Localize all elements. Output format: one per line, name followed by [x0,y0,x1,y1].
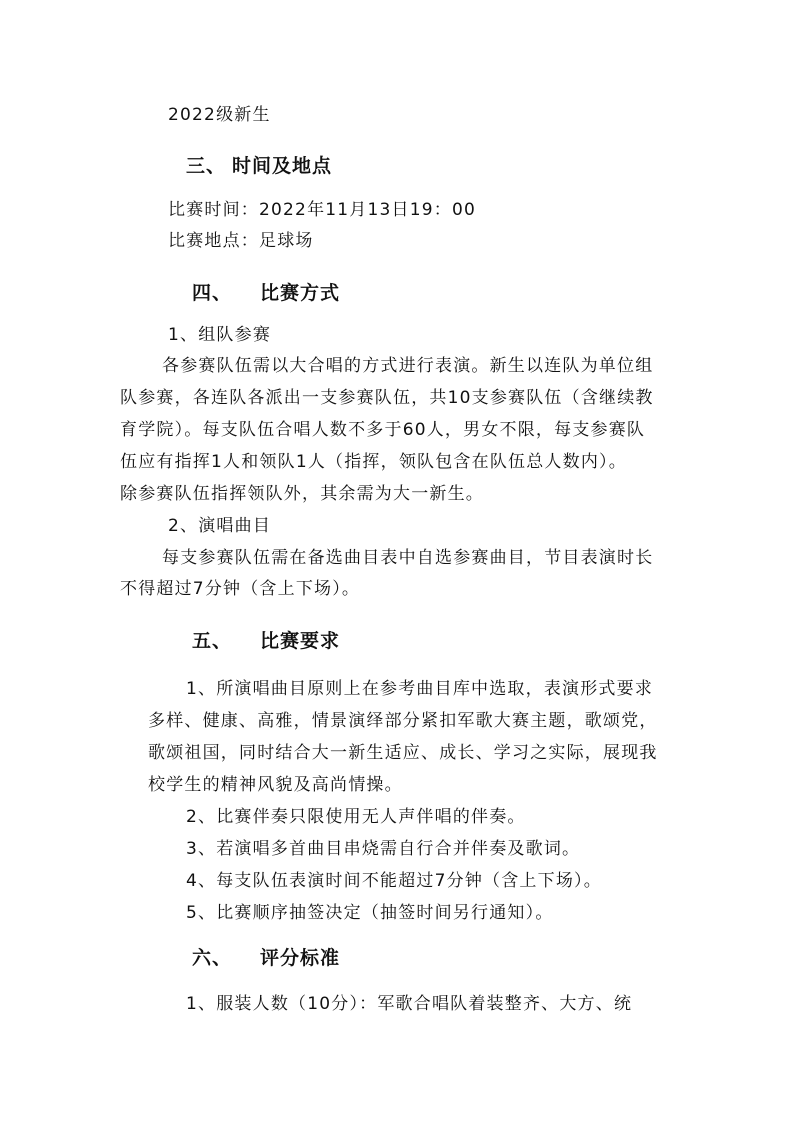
paragraph-line: 歌颂祖国，同时结合大一新生适应、成长、学习之实际，展现我 [148,743,658,763]
paragraph-line: 2、演唱曲目 [168,516,272,536]
paragraph-line: 1、组队参赛 [168,325,272,345]
paragraph-line: 比赛地点：足球场 [168,231,314,251]
section-number: 五、 [192,630,233,652]
paragraph-line: 育学院）。每支队伍合唱人数不多于60人，男女不限，每支参赛队 [120,420,646,440]
section-5-heading [192,629,340,653]
paragraph-line: 1、服装人数（10分）：军歌合唱队着装整齐、大方、统 [186,994,633,1014]
section-4-heading [192,281,340,305]
intro-line: 2022级新生 [168,105,271,125]
paragraph-line: 除参赛队伍指挥领队外，其余需为大一新生。 [120,484,484,504]
paragraph-line: 5、比赛顺序抽签决定（抽签时间另行通知）。 [186,903,554,923]
paragraph-line: 1、所演唱曲目原则上在参考曲目库中选取，表演形式要求 [186,679,654,699]
paragraph-line: 各参赛队伍需以大合唱的方式进行表演。新生以连队为单位组 [162,356,654,376]
section-3-heading [186,154,332,178]
paragraph-line: 队参赛，各连队各派出一支参赛队伍，共10支参赛队伍（含继续教 [120,388,654,408]
paragraph-line: 2、比赛伴奏只限使用无人声伴唱的伴奏。 [186,807,526,827]
paragraph-line: 多样、健康、高雅，情景演绎部分紧扣军歌大赛主题，歌颂党， [148,711,658,731]
section-number: 三、 [186,155,227,177]
paragraph-line: 比赛时间：2022年11月13日19：00 [168,200,476,220]
section-title: 比赛方式 [260,282,341,304]
section-6-heading [192,946,340,970]
paragraph-line: 每支参赛队伍需在备选曲目表中自选参赛曲目，节目表演时长 [162,548,654,568]
paragraph-line: 不得超过7分钟（含上下场）。 [120,579,361,599]
paragraph-line: 3、若演唱多首曲目串烧需自行合并伴奏及歌词。 [186,839,581,859]
section-title: 比赛要求 [260,630,341,652]
section-number: 六、 [192,947,233,969]
section-title: 评分标准 [260,947,341,969]
section-number: 四、 [192,282,233,304]
paragraph-line: 伍应有指挥1人和领队1人（指挥，领队包含在队伍总人数内）。 [120,452,627,472]
section-title: 时间及地点 [232,155,333,177]
paragraph-line: 校学生的精神风貌及高尚情操。 [148,775,403,795]
paragraph-line: 4、每支队伍表演时间不能超过7分钟（含上下场）。 [186,871,602,891]
